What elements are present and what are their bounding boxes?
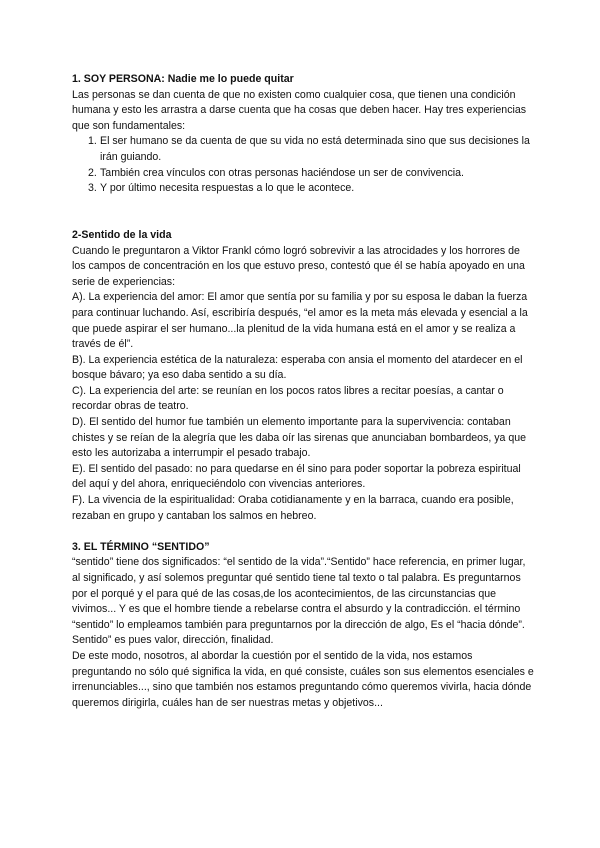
list-item-number: 1. [88,135,97,148]
experience-paragraph-art: C). La experiencia del arte: se reunían en los pocos ratos libres a recitar poesías, a cantar o recordar obras de teatro. [72,384,504,413]
section-1-heading: 1. SOY PERSONA: Nadie me lo puede quitar [72,73,294,85]
list-item [72,166,534,182]
spacer [72,197,534,213]
list-item-number: 2. [88,166,97,179]
list-item [72,181,534,197]
section-2-heading: 2-Sentido de la vida [72,228,172,241]
spacer [72,524,534,540]
section-1-intro: Las personas se dan cuenta de que no existen como cualquier cosa, que tienen una condición humana y esto les arrastra a darse cuenta que ha cosas que deben hacer. Hay tres experiencias que son fundamentales: [72,88,527,132]
experience-paragraph-nature: B). La experiencia estética de la naturaleza: esperaba con ansia el momento del atardecer en el bosque bávaro; ya eso daba sentido a su día. [72,353,523,382]
experience-paragraph-past: E). El sentido del pasado: no para quedarse en él sino para poder soportar la pobreza espiritual del aquí y del ahora, enriqueciéndolo con vivencias anteriores. [72,462,521,491]
section-3-paragraph: De este modo, nosotros, al abordar la cuestión por el sentido de la vida, nos estamos preguntando no sólo qué significa la vida, en qué consiste, cuáles son sus elementos esenciales e irrenunciables..., sino que también nos estamos preguntando cómo queremos vivirla, hacia dónde queremos dirigirla, cuáles han de ser nuestras metas y objetivos... [72,649,534,709]
list-item-number: 3. [88,182,97,195]
section-2-intro: Cuando le preguntaron a Viktor Frankl cómo logró sobrevivir a las atrocidades y los horrores de los campos de concentración en los que estuvo preso, contestó que él se había apoyado en una serie de experiencias: [72,244,525,288]
section-3-heading: 3. EL TÉRMINO “SENTIDO” [72,540,210,553]
list-item-text: Y por último necesita respuestas a lo que le acontece. [100,182,355,195]
experience-paragraph-love: A). La experiencia del amor: El amor que sentía por su familia y por su esposa le daban la fuerza para continuar luchando. Así, escribiría después, “el amor es la meta más elevada y esencial a la que puede aspirar el ser humano...la plenitud de la vida humana está en el amor y se realiza a través de él”. [72,291,528,351]
experience-paragraph-humor: D). El sentido del humor fue también un elemento importante para la supervivencia: contaban chistes y se reían de la alegría que les daba oír las sirenas que anunciaban bombardeos, ya que esto les autorizaba a interrumpir el pesado trabajo. [72,416,527,460]
spacer [72,212,534,228]
experience-paragraph-spirituality: F). La vivencia de la espiritualidad: Oraba cotidianamente y en la barraca, cuando era posible, rezaban en grupo y cantaban los salmos en hebreo. [72,494,514,522]
list-item-text: También crea vínculos con otras personas haciéndose un ser de convivencia. [100,166,464,179]
list-item [72,134,534,165]
section-1-numbered-list [72,134,534,196]
list-item-text: El ser humano se da cuenta de que su vida no está determinada sino que sus decisiones la irán guiando. [100,135,530,163]
document-page [72,72,534,711]
section-3-paragraph: “sentido” tiene dos significados: “el sentido de la vida”.“Sentido” hace referencia, en primer lugar, al significado, y así solemos preguntar qué sentido tiene tal texto o tal palabra. Es preguntarnos por el porqué y el para qué de las cosas,de los acontecimientos, de las circunstancias que vivimos... Y es que el hombre tiende a rebelarse contra el absurdo y la contradicción. el término “sentido” lo empleamos también para preguntarnos por la dirección de algo, Es el “hacia dónde”. Sentido” es pues valor, dirección, finalidad. [72,556,526,647]
